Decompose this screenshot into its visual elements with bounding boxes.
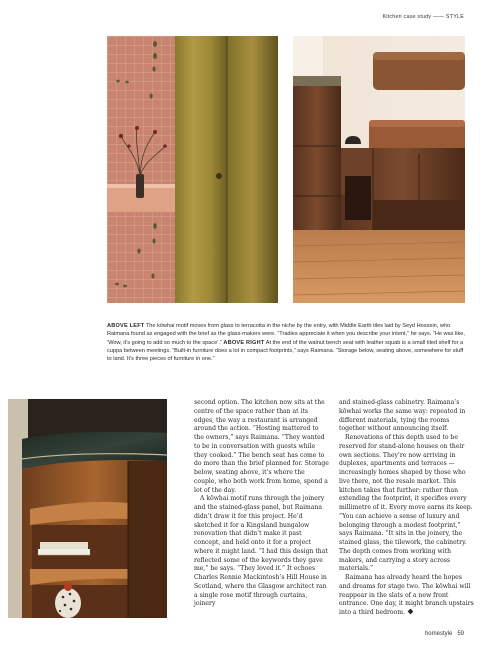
curved-shelving-illustration (8, 399, 167, 618)
body-paragraph: second option. The kitchen now sits at the centre of the space rather than at its edges, the way a restaurant is arranged around the action. “Hosting mattered to the owners,” says Raimana. “They wanted to be in conversation with guests while they cooked.” The bench seat has come to do more than the brief planned for. Storage below, seating above, it’s where the couple, who both work from home, spend a lot of the day. (194, 399, 329, 494)
bench-seat-illustration (293, 36, 465, 303)
running-head (382, 14, 464, 20)
body-paragraph-text: Raimana has already heard the hopes and dreams for stage two. The kōwhai will reappear in the slats of a new front entrance. One day, it might branch upstairs into a third bedroom. (339, 574, 474, 616)
caption-text-left: The kōwhai motif moves from glass to terracotta in the niche by the entry, with Middle Earth tiles laid by Seyd Hossein, who Raimana found as engaged with the brief as the glass-makers were. “Tradies appreciate it when you describe your intent,” he says. “He was like, ‘Wow, it’s going to add so much to the space’.” (107, 323, 465, 346)
running-head-section: Kitchen case study (382, 14, 432, 20)
body-paragraph: and stained-glass cabinetry. Raimana’s kōwhai works the same way: repeated in different materials, tying the rooms together without announcing itself. (339, 399, 466, 433)
body-paragraph: Renovations of this depth used to be reserved for stand-alone houses on their own sections. They’re now arriving in duplexes, apartments and terraces — increasingly homes shaped by those who live there, not the resale market. This kitchen takes that further: rather than extending the footprint, it specifies every millimetre of it. Every move earns its keep. “You can achieve a sense of luxury and belonging through a modest footprint,” says Raimana. “It sits in the joinery, the stained glass, the tilework, the cabinetry. The depth comes from working with makers, and carrying a story across materials.” (339, 434, 473, 573)
body-column-2 (339, 399, 474, 618)
photo-caption (107, 322, 467, 363)
photo-above-left (107, 36, 278, 303)
caption-lead-left: ABOVE LEFT (107, 323, 145, 329)
folio-page-number: 59 (457, 631, 464, 637)
caption-text-right: At the end of the walnut bench seat with leather squab is a small tiled shelf for a cuppa between meetings. “Built-in furniture does a lot in compact footprints,” says Raimana. “Storage below, seating above, somewhere for stuff to land. It’s three pieces of furniture in one.” (107, 339, 464, 363)
caption-lead-right: ABOVE RIGHT (223, 339, 265, 346)
running-head-rule: —— (433, 14, 446, 20)
tile-niche-illustration (107, 36, 278, 303)
body-column-1 (194, 399, 329, 609)
running-head-category: STYLE (445, 14, 464, 20)
folio-publication: homestyle (424, 631, 453, 637)
end-of-article-mark (408, 609, 414, 615)
body-paragraph: A kōwhai motif runs through the joinery and the stained-glass panel, but Raimana didn’t draw it for this project. He’d sketched it for a Kingsland bungalow renovation that didn’t make it past concept, and held onto it for a project where it might land. “I had this design that reflected some of the keywords they gave me,” he says. “They loved it.” It echoes Charles Rennie Mackintosh’s Hill House in Scotland, where the Glasgow architect ran a single rose motif through curtains, joinery (194, 495, 328, 608)
photo-shelving (8, 399, 167, 618)
body-paragraph-final (339, 574, 474, 618)
photo-above-right (293, 36, 465, 303)
page-folio (425, 631, 464, 637)
